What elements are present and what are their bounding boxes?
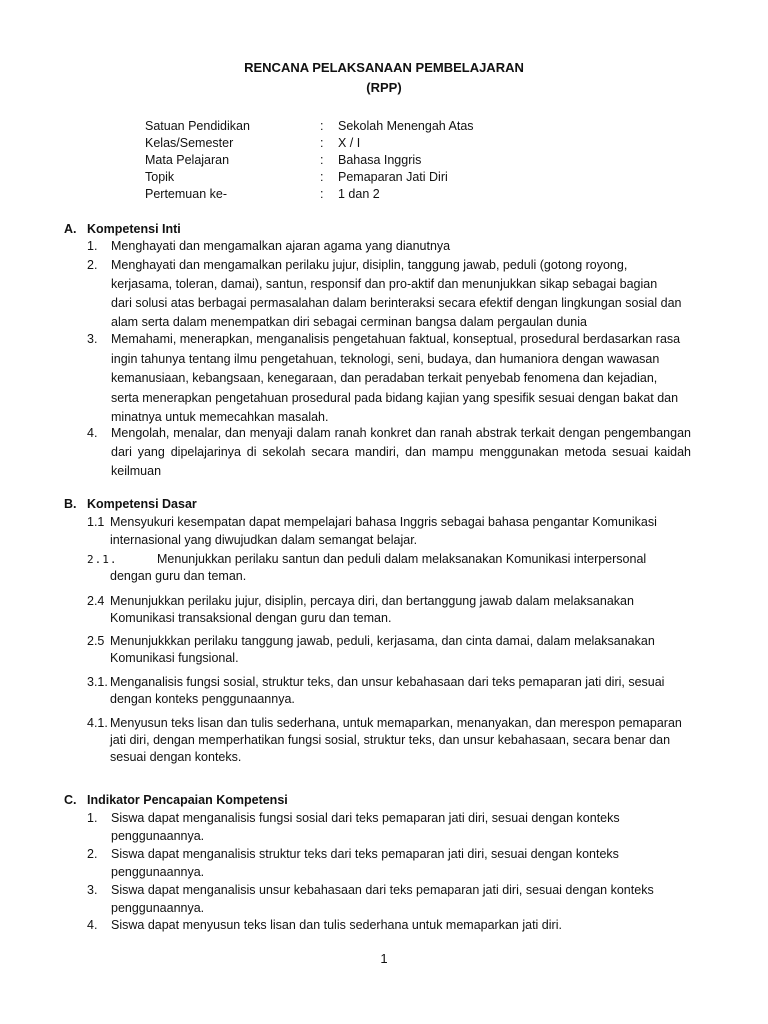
section-c-heading: C. Indikator Pencapaian Kompetensi (64, 793, 288, 807)
identity-row: Topik : Pemaparan Jati Diri (145, 170, 448, 184)
section-a-heading: A. Kompetensi Inti (64, 222, 181, 236)
document-page: RENCANA PELAKSANAAN PEMBELAJARAN (RPP) Satuan Pendidikan : Sekolah Menengah Atas Kelas/Semester : X / I Mata Pelajaran : Bahasa Inggris Topik : Pemaparan Jati Diri Pertemuan ke- : 1 dan 2 A. Kompetensi Inti 1. Menghayati dan mengamalkan ajaran agama yang dianutnya 2. Menghayati dan mengamalkan perilaku jujur, disiplin, tanggung jawab, peduli (gotong royong, kerjasama, toleran, damai), santun, responsif dan pro-aktif dan menunjukkan sikap sebagai bagian dari solusi atas berbagai permasalahan dalam berinteraksi secara efektif dengan lingkungan sosial dan alam serta dalam menempatkan diri sebagai cerminan bangsa dalam pergaulan dunia 3. Memahami, menerapkan, menganalisis pengetahuan faktual, konseptual, prosedural berdasarkan rasa ingin tahunya tentang ilmu pengetahuan, teknologi, seni, budaya, dan humaniora dengan wawasan kemanusiaan, kebangsaan, kenegaraan, dan peradaban terkait penyebab fenomena dan kejadian, serta menerapkan pengetahuan prosedural pada bidang kajian yang spesifik sesuai dengan bakat dan minatnya untuk memecahkan masalah. 4. Mengolah, menalar, dan menyaji dalam ranah konkret dan ranah abstrak terkait dengan pengembangan dari yang dipelajarinya di sekolah secara mandiri, dan mampu menggunakan metoda sesuai kaidah keilmuan B. Kompetensi Dasar 1.1 Mensyukuri kesempatan dapat mempelajari bahasa Inggris sebagai bahasa pengantar Komunikasi internasional yang diwujudkan dalam semangat belajar. 2.1. Menunjukkan perilaku santun dan peduli dalam melaksanakan Komunikasi interpersonal dengan guru dan teman. 2.4 Menunjukkan perilaku jujur, disiplin, percaya diri, dan bertanggung jawab dalam melaksanakan Komunikasi transaksional dengan guru dan teman. 2.5 Menunjukkkan perilaku tanggung jawab, peduli, kerjasama, dan cinta damai, dalam melaksanakan Komunikasi fungsional. 3.1. Menganalisis fungsi sosial, struktur teks, dan unsur kebahasaan dari teks pemaparan jati diri, sesuai dengan konteks penggunaannya. 4.1. Menyusun teks lisan dan tulis sederhana, untuk memaparkan, menanyakan, dan merespon pemaparan jati diri, dengan memperhatikan fungsi sosial, struktur teks, dan unsur kebahasaan, secara benar dan sesuai dengan konteks. C. Indikator Pencapaian Kompetensi 1. Siswa dapat menganalisis fungsi sosial dari teks pemaparan jati diri, sesuai dengan konteks penggunaannya. 2. Siswa dapat menganalisis struktur teks dari teks pemaparan jati diri, sesuai dengan konteks penggunaannya. 3. Siswa dapat menganalisis unsur kebahasaan dari teks pemaparan jati diri, sesuai dengan konteks penggunaannya. 4. Siswa dapat menyusun teks lisan dan tulis sederhana untuk memaparkan jati diri. 1 (0, 0, 768, 1024)
identity-row: Mata Pelajaran : Bahasa Inggris (145, 153, 422, 167)
identity-row: Satuan Pendidikan : Sekolah Menengah Atas (145, 119, 474, 133)
document-subtitle: (RPP) (366, 80, 402, 95)
identity-row: Kelas/Semester : X / I (145, 136, 361, 150)
identity-block (145, 118, 474, 203)
section-b-heading: B. Kompetensi Dasar (64, 497, 197, 511)
page-number: 1 (380, 951, 388, 966)
document-title: RENCANA PELAKSANAAN PEMBELAJARAN (244, 60, 524, 75)
identity-row: Pertemuan ke- : 1 dan 2 (145, 187, 380, 201)
